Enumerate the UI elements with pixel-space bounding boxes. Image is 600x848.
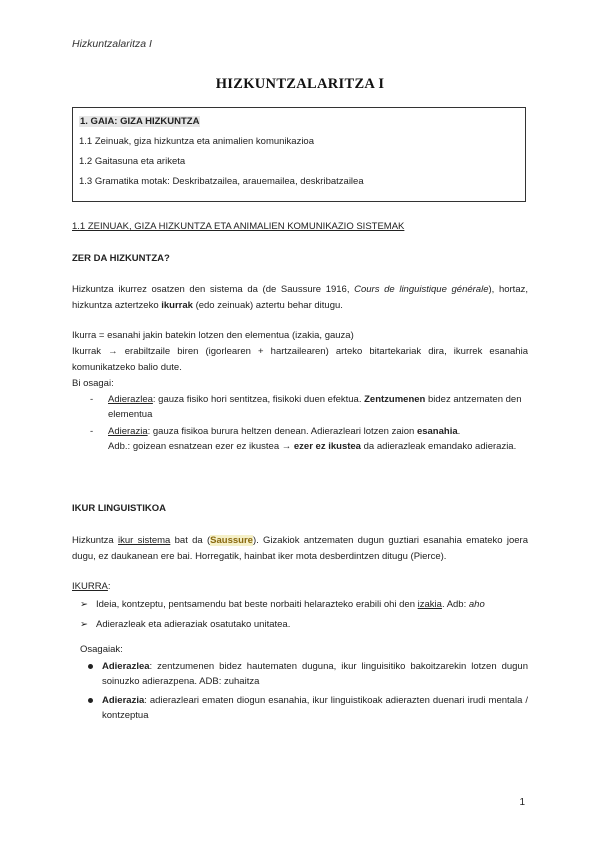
- bold-term: ezer ez ikustea: [293, 441, 361, 452]
- text-run: Hizkuntza: [72, 535, 119, 546]
- list-item: [80, 617, 528, 632]
- text-run: ), hortaz, hizkuntza aztertzeko: [72, 284, 528, 311]
- bold-term: Zentzumenen: [364, 394, 426, 405]
- heading-ikur-linguistikoa: IKUR LINGUISTIKOA: [72, 503, 166, 514]
- text-run: bidez antzematen den elementua: [108, 394, 522, 420]
- bold-term: esanahia: [416, 426, 458, 437]
- bold-term: ikurrak: [161, 300, 193, 311]
- text-line: Ikurrak → erabiltzaile biren (igorlearen + hartzailearen) arteko bitartekariak dira, ikurrek esanahia komunikatzeko balio dute.: [72, 346, 528, 373]
- table-of-contents: [72, 107, 526, 202]
- text-run: . Adb:: [441, 599, 469, 610]
- label-text: IKURRA: [72, 581, 108, 592]
- text-run: : gauza fisiko hori sentitzea, fisikoki duen efektua.: [152, 394, 365, 405]
- text-run: Ideia, kontzeptu, pentsamendu bat beste norbaiti helarazteko erabili ohi den: [96, 599, 418, 610]
- underlined-term: izakia: [417, 599, 442, 610]
- dash-marker: -: [90, 394, 94, 405]
- text-run: (edo zeinuak) aztertu behar ditugu.: [192, 300, 343, 311]
- highlighted-author: Saussure: [210, 535, 253, 546]
- text-run: da adierazleak emandako adierazia.: [360, 441, 517, 452]
- ikurra-label: [72, 581, 528, 592]
- term: Adierazia: [108, 426, 148, 437]
- text-run: bat da (: [170, 535, 211, 546]
- arrow-list: [80, 597, 528, 632]
- bold-term: Adierazlea: [102, 661, 150, 672]
- components-list: [90, 392, 528, 454]
- term: Adierazlea: [108, 394, 153, 405]
- subheading-what-is-language: ZER DA HIZKUNTZA?: [72, 253, 170, 264]
- toc-item: 1.1 Zeinuak, giza hizkuntza eta animalien komunikazioa: [79, 136, 314, 147]
- text-run: Adierazleak eta adieraziak osatutako unitatea.: [96, 619, 291, 630]
- underlined-term: ikur sistema: [118, 535, 171, 546]
- running-header: Hizkuntzalaritza I: [72, 38, 152, 50]
- bullet-dot-icon: [88, 664, 93, 669]
- citation-title: Cours de linguistique générale: [354, 284, 489, 295]
- list-item: [80, 597, 528, 612]
- toc-item: 1.2 Gaitasuna eta ariketa: [79, 156, 186, 167]
- list-item: [86, 693, 528, 723]
- text-run: .: [457, 426, 461, 437]
- osagaiak-label: Osagaiak:: [80, 644, 123, 655]
- arrow-bullet-icon: ➢: [80, 619, 88, 630]
- text-run: : gauza fisikoa burura heltzen denean. Adierazleari lotzen zaion: [147, 426, 417, 437]
- text-line: Ikurra = esanahi jakin batekin lotzen den elementua (izakia, gauza): [72, 330, 354, 341]
- text-run: : adierazleari ematen diogun esanahia, ikur linguistikoak adierazten duenari irudi mentala / kontzeptua: [102, 695, 528, 721]
- list-item: [90, 392, 528, 422]
- example-line: [108, 439, 528, 454]
- toc-heading: 1. GAIA: GIZA HIZKUNTZA: [80, 116, 200, 127]
- paragraph-ikurra: [72, 328, 528, 392]
- bullet-list: [86, 659, 528, 723]
- paragraph-ikur-sistema: [72, 533, 528, 565]
- text-run: : zentzumenen bidez hautematen duguna, ikur linguisitiko bakoitzarekin lotzen dugun soinuzko adierazpena. ADB: zuhaitza: [102, 661, 528, 687]
- text-run: Hizkuntza ikurrez osatzen den sistema da (de Saussure 1916,: [72, 284, 355, 295]
- list-item: [86, 659, 528, 689]
- toc-item: 1.3 Gramatika motak: Deskribatzailea, arauemailea, deskribatzailea: [79, 176, 364, 187]
- bold-term: Adierazia: [102, 695, 145, 706]
- section-heading-1-1: 1.1 ZEINUAK, GIZA HIZKUNTZA ETA ANIMALIEN KOMUNIKAZIO SISTEMAK: [72, 221, 405, 232]
- arrow-bullet-icon: ➢: [80, 599, 88, 610]
- bullet-dot-icon: [88, 698, 93, 703]
- list-item: [90, 424, 528, 454]
- text-line: Bi osagai:: [72, 378, 114, 389]
- text-run: ). Gizakiok antzematen dugun guztiari esanahia emateko joera dugu, ez daukanean ere bai. Horregatik, hainbat iker mota desberdintzen ditugu (Pierce).: [72, 535, 528, 562]
- text-run: Adb.: goizean esnatzean ezer ez ikustea →: [108, 441, 294, 452]
- italic-example: aho: [468, 599, 485, 610]
- paragraph-language-definition: [72, 282, 528, 314]
- dash-marker: -: [90, 426, 94, 437]
- page-number: 1: [519, 797, 525, 808]
- label-colon: :: [107, 581, 111, 592]
- document-title: HIZKUNTZALARITZA I: [215, 76, 385, 92]
